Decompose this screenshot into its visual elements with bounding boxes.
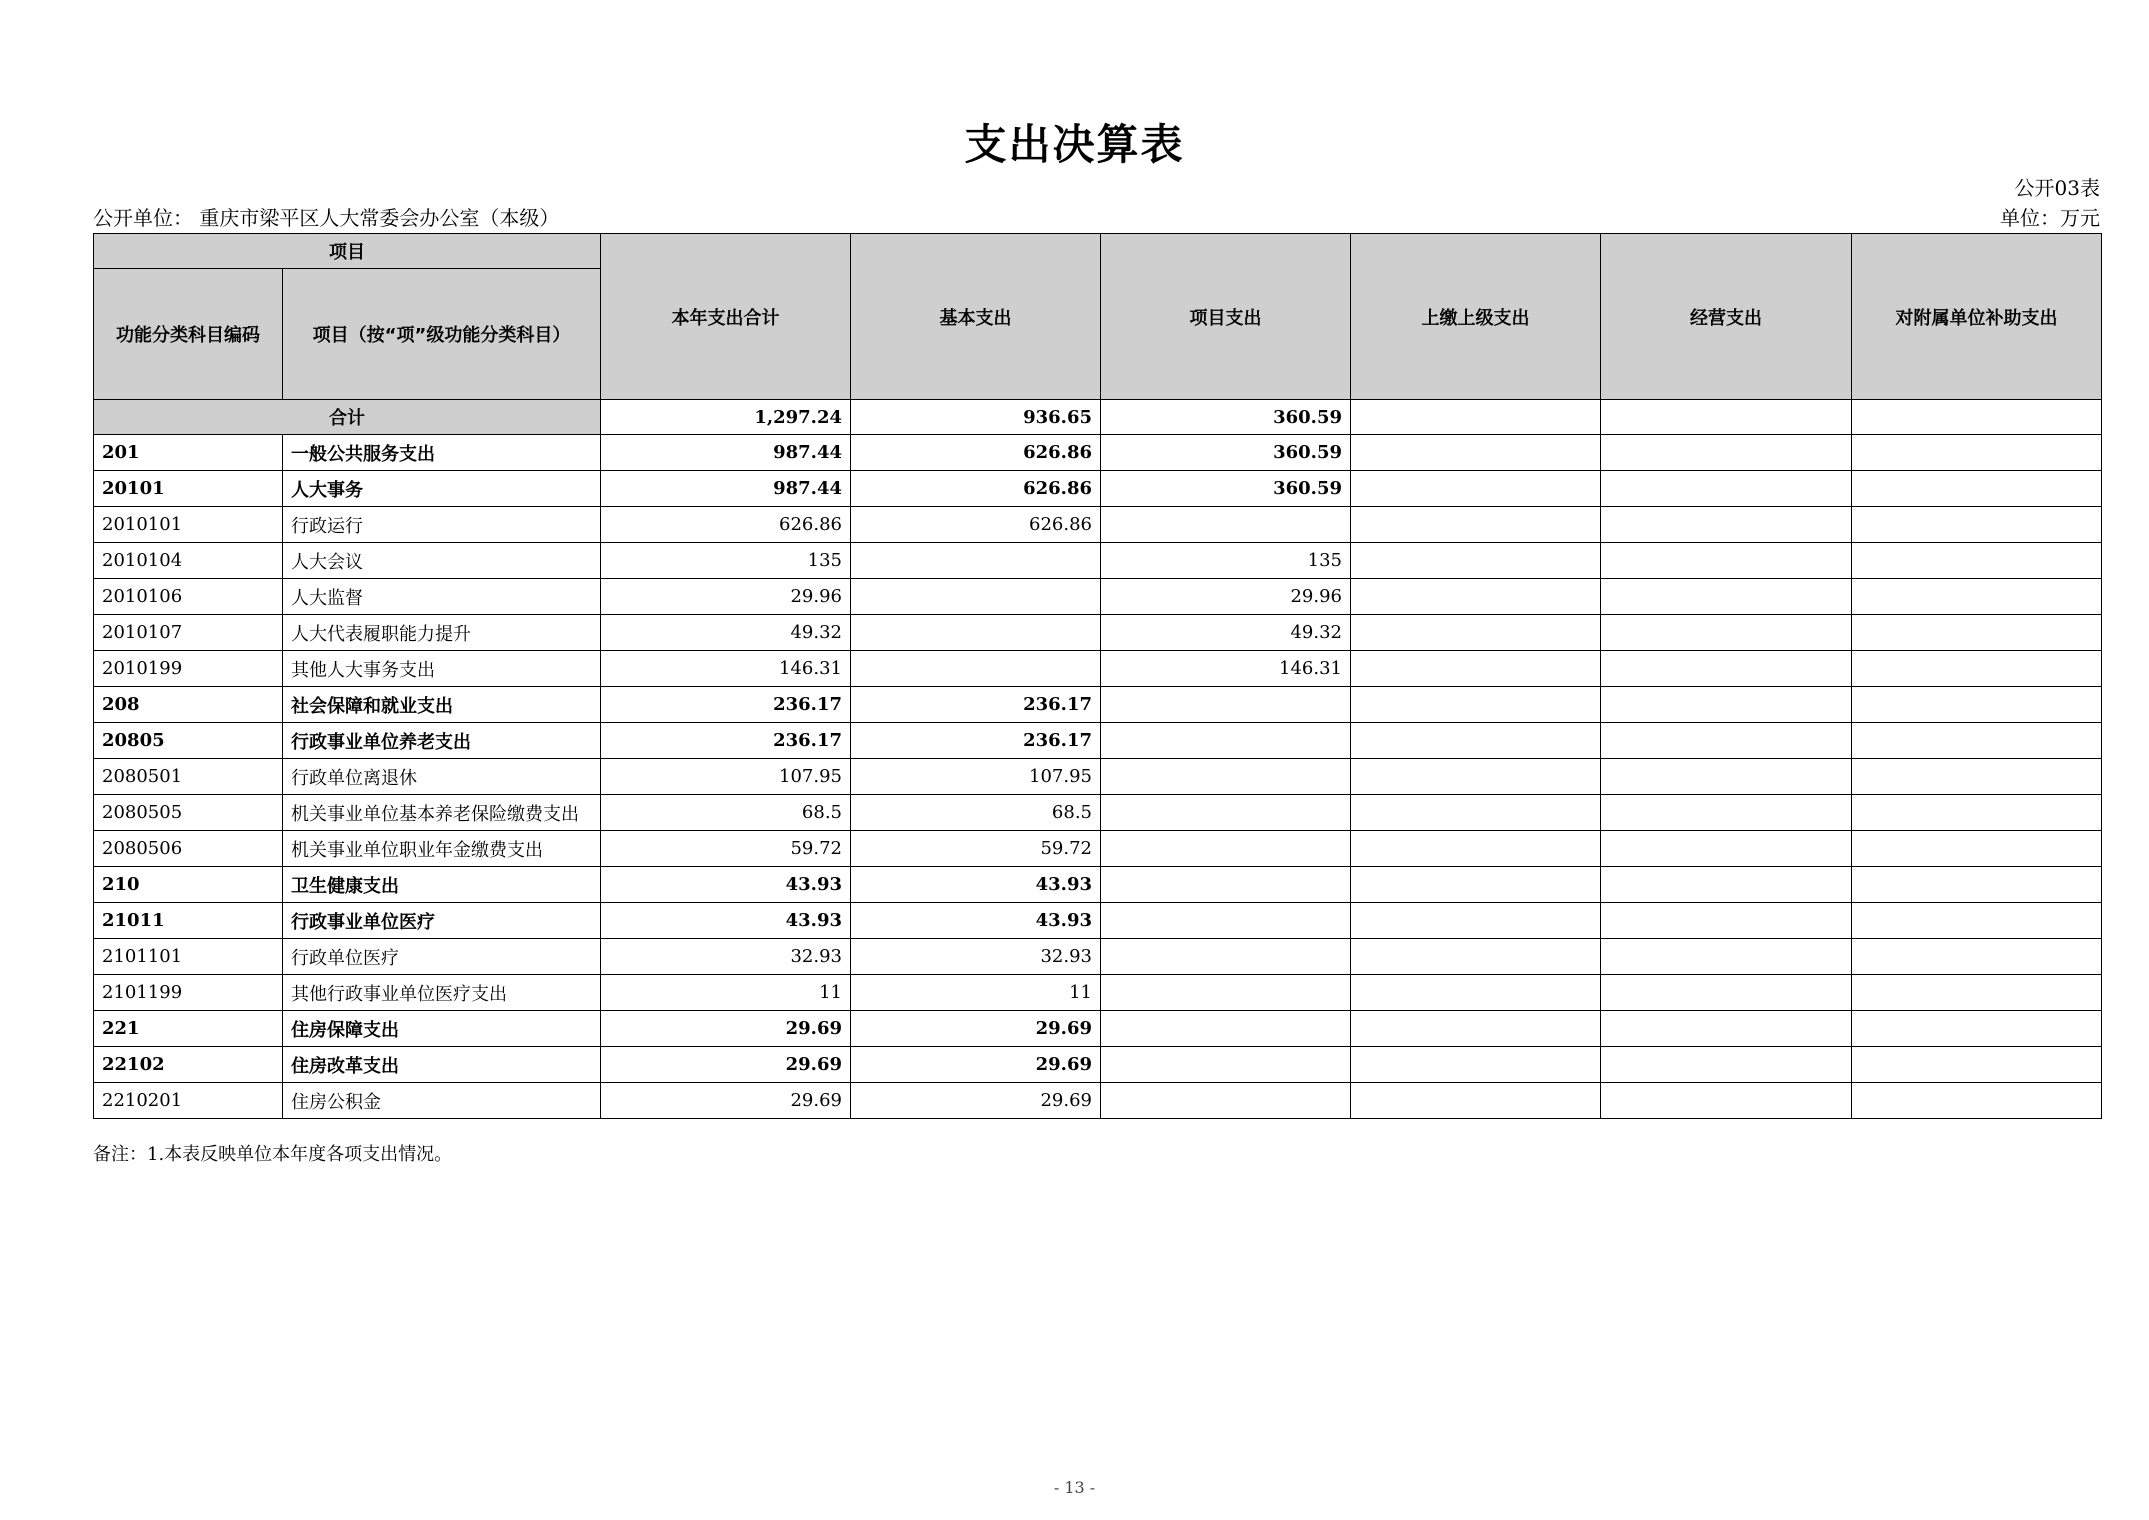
cell-code: 2010106 bbox=[94, 579, 283, 615]
cell-project bbox=[1101, 723, 1351, 759]
cell-code: 221 bbox=[94, 1011, 283, 1047]
cell-business bbox=[1601, 903, 1852, 939]
cell-subsidy bbox=[1852, 687, 2102, 723]
unit-line bbox=[93, 202, 2100, 230]
cell-basic: 59.72 bbox=[851, 831, 1101, 867]
cell-basic: 107.95 bbox=[851, 759, 1101, 795]
cell-subsidy bbox=[1852, 579, 2102, 615]
cell-subsidy bbox=[1852, 507, 2102, 543]
cell-upper bbox=[1351, 435, 1601, 471]
header-basic: 基本支出 bbox=[851, 234, 1101, 400]
cell-project bbox=[1101, 1083, 1351, 1119]
total-sum: 1,297.24 bbox=[601, 400, 851, 435]
cell-project bbox=[1101, 903, 1351, 939]
header-total: 本年支出合计 bbox=[601, 234, 851, 400]
cell-name: 一般公共服务支出 bbox=[283, 435, 601, 471]
cell-project bbox=[1101, 939, 1351, 975]
cell-basic: 68.5 bbox=[851, 795, 1101, 831]
header-business: 经营支出 bbox=[1601, 234, 1852, 400]
cell-subsidy bbox=[1852, 903, 2102, 939]
cell-basic: 236.17 bbox=[851, 687, 1101, 723]
cell-business bbox=[1601, 795, 1852, 831]
cell-upper bbox=[1351, 795, 1601, 831]
cell-business bbox=[1601, 543, 1852, 579]
cell-code: 208 bbox=[94, 687, 283, 723]
cell-name: 社会保障和就业支出 bbox=[283, 687, 601, 723]
cell-project bbox=[1101, 867, 1351, 903]
table-row bbox=[94, 543, 2102, 579]
cell-basic: 626.86 bbox=[851, 471, 1101, 507]
cell-upper bbox=[1351, 903, 1601, 939]
cell-name: 人大会议 bbox=[283, 543, 601, 579]
cell-upper bbox=[1351, 867, 1601, 903]
cell-upper bbox=[1351, 471, 1601, 507]
cell-subsidy bbox=[1852, 651, 2102, 687]
cell-code: 2010107 bbox=[94, 615, 283, 651]
table-row bbox=[94, 579, 2102, 615]
cell-total: 49.32 bbox=[601, 615, 851, 651]
total-basic: 936.65 bbox=[851, 400, 1101, 435]
cell-total: 29.96 bbox=[601, 579, 851, 615]
cell-code: 2010104 bbox=[94, 543, 283, 579]
cell-business bbox=[1601, 579, 1852, 615]
cell-business bbox=[1601, 1011, 1852, 1047]
cell-total: 43.93 bbox=[601, 903, 851, 939]
cell-subsidy bbox=[1852, 1011, 2102, 1047]
cell-name: 机关事业单位职业年金缴费支出 bbox=[283, 831, 601, 867]
cell-subsidy bbox=[1852, 795, 2102, 831]
cell-business bbox=[1601, 615, 1852, 651]
cell-total: 59.72 bbox=[601, 831, 851, 867]
cell-project bbox=[1101, 1047, 1351, 1083]
table-row bbox=[94, 687, 2102, 723]
cell-code: 2101101 bbox=[94, 939, 283, 975]
cell-subsidy bbox=[1852, 939, 2102, 975]
cell-project bbox=[1101, 759, 1351, 795]
cell-subsidy bbox=[1852, 1047, 2102, 1083]
cell-subsidy bbox=[1852, 759, 2102, 795]
cell-subsidy bbox=[1852, 867, 2102, 903]
page-number: - 13 - bbox=[1053, 1478, 1096, 1497]
cell-name: 住房改革支出 bbox=[283, 1047, 601, 1083]
cell-code: 20101 bbox=[94, 471, 283, 507]
cell-basic: 32.93 bbox=[851, 939, 1101, 975]
total-business bbox=[1601, 400, 1852, 435]
cell-business bbox=[1601, 507, 1852, 543]
cell-total: 29.69 bbox=[601, 1083, 851, 1119]
cell-upper bbox=[1351, 543, 1601, 579]
cell-total: 43.93 bbox=[601, 867, 851, 903]
cell-name: 住房保障支出 bbox=[283, 1011, 601, 1047]
table-row bbox=[94, 1047, 2102, 1083]
cell-upper bbox=[1351, 507, 1601, 543]
cell-name: 人大代表履职能力提升 bbox=[283, 615, 601, 651]
cell-total: 32.93 bbox=[601, 939, 851, 975]
cell-basic: 626.86 bbox=[851, 435, 1101, 471]
header-code: 功能分类科目编码 bbox=[94, 269, 283, 400]
cell-project: 360.59 bbox=[1101, 435, 1351, 471]
currency-unit: 单位：万元 bbox=[2000, 206, 2100, 230]
cell-basic: 29.69 bbox=[851, 1011, 1101, 1047]
cell-name: 行政单位医疗 bbox=[283, 939, 601, 975]
total-row bbox=[94, 400, 2102, 435]
cell-basic bbox=[851, 651, 1101, 687]
cell-business bbox=[1601, 867, 1852, 903]
cell-upper bbox=[1351, 759, 1601, 795]
cell-project: 29.96 bbox=[1101, 579, 1351, 615]
cell-subsidy bbox=[1852, 723, 2102, 759]
cell-upper bbox=[1351, 579, 1601, 615]
cell-basic: 43.93 bbox=[851, 867, 1101, 903]
total-subsidy bbox=[1852, 400, 2102, 435]
cell-code: 2080505 bbox=[94, 795, 283, 831]
table-row bbox=[94, 1011, 2102, 1047]
expenditure-table bbox=[93, 233, 2102, 1119]
cell-basic bbox=[851, 615, 1101, 651]
cell-code: 2101199 bbox=[94, 975, 283, 1011]
cell-business bbox=[1601, 759, 1852, 795]
header-subsidy: 对附属单位补助支出 bbox=[1852, 234, 2102, 400]
cell-project: 146.31 bbox=[1101, 651, 1351, 687]
cell-project: 49.32 bbox=[1101, 615, 1351, 651]
cell-business bbox=[1601, 651, 1852, 687]
total-label: 合计 bbox=[94, 400, 601, 435]
cell-name: 行政单位离退休 bbox=[283, 759, 601, 795]
table-row bbox=[94, 867, 2102, 903]
cell-upper bbox=[1351, 975, 1601, 1011]
cell-name: 住房公积金 bbox=[283, 1083, 601, 1119]
cell-code: 201 bbox=[94, 435, 283, 471]
header-project-expenditure: 项目支出 bbox=[1101, 234, 1351, 400]
table-row bbox=[94, 795, 2102, 831]
table-row bbox=[94, 723, 2102, 759]
cell-code: 2010199 bbox=[94, 651, 283, 687]
cell-upper bbox=[1351, 831, 1601, 867]
cell-upper bbox=[1351, 687, 1601, 723]
cell-total: 236.17 bbox=[601, 687, 851, 723]
table-row bbox=[94, 903, 2102, 939]
reporting-unit: 公开单位： 重庆市梁平区人大常委会办公室（本级） bbox=[93, 206, 560, 230]
cell-total: 68.5 bbox=[601, 795, 851, 831]
cell-upper bbox=[1351, 651, 1601, 687]
table-row bbox=[94, 939, 2102, 975]
cell-name: 其他人大事务支出 bbox=[283, 651, 601, 687]
cell-project bbox=[1101, 795, 1351, 831]
header-upper: 上缴上级支出 bbox=[1351, 234, 1601, 400]
cell-business bbox=[1601, 1047, 1852, 1083]
table-note: 备注：1.本表反映单位本年度各项支出情况。 bbox=[93, 1144, 453, 1165]
cell-code: 21011 bbox=[94, 903, 283, 939]
cell-total: 29.69 bbox=[601, 1011, 851, 1047]
cell-code: 2080501 bbox=[94, 759, 283, 795]
cell-upper bbox=[1351, 1047, 1601, 1083]
page-title: 支出决算表 bbox=[964, 120, 1185, 169]
cell-business bbox=[1601, 723, 1852, 759]
cell-subsidy bbox=[1852, 975, 2102, 1011]
cell-upper bbox=[1351, 723, 1601, 759]
table-row bbox=[94, 435, 2102, 471]
cell-name: 机关事业单位基本养老保险缴费支出 bbox=[283, 795, 601, 831]
cell-subsidy bbox=[1852, 615, 2102, 651]
cell-basic: 43.93 bbox=[851, 903, 1101, 939]
cell-basic: 626.86 bbox=[851, 507, 1101, 543]
cell-project bbox=[1101, 507, 1351, 543]
cell-subsidy bbox=[1852, 471, 2102, 507]
cell-code: 22102 bbox=[94, 1047, 283, 1083]
cell-subsidy bbox=[1852, 435, 2102, 471]
table-body bbox=[94, 435, 2102, 1119]
form-number: 公开03表 bbox=[2014, 176, 2100, 200]
table-row bbox=[94, 651, 2102, 687]
cell-subsidy bbox=[1852, 543, 2102, 579]
cell-name: 其他行政事业单位医疗支出 bbox=[283, 975, 601, 1011]
cell-code: 2210201 bbox=[94, 1083, 283, 1119]
cell-total: 11 bbox=[601, 975, 851, 1011]
cell-basic: 29.69 bbox=[851, 1083, 1101, 1119]
cell-basic bbox=[851, 543, 1101, 579]
header-project: 项目 bbox=[94, 234, 601, 269]
cell-name: 行政运行 bbox=[283, 507, 601, 543]
cell-total: 626.86 bbox=[601, 507, 851, 543]
table-row bbox=[94, 507, 2102, 543]
cell-code: 2010101 bbox=[94, 507, 283, 543]
cell-project: 135 bbox=[1101, 543, 1351, 579]
total-project: 360.59 bbox=[1101, 400, 1351, 435]
cell-subsidy bbox=[1852, 1083, 2102, 1119]
cell-code: 210 bbox=[94, 867, 283, 903]
cell-total: 29.69 bbox=[601, 1047, 851, 1083]
cell-business bbox=[1601, 687, 1852, 723]
cell-basic: 29.69 bbox=[851, 1047, 1101, 1083]
cell-upper bbox=[1351, 1083, 1601, 1119]
cell-basic bbox=[851, 579, 1101, 615]
cell-business bbox=[1601, 435, 1852, 471]
cell-project bbox=[1101, 1011, 1351, 1047]
table-row bbox=[94, 759, 2102, 795]
cell-business bbox=[1601, 1083, 1852, 1119]
cell-business bbox=[1601, 471, 1852, 507]
table-row bbox=[94, 615, 2102, 651]
cell-name: 卫生健康支出 bbox=[283, 867, 601, 903]
cell-project bbox=[1101, 831, 1351, 867]
table-row bbox=[94, 831, 2102, 867]
cell-total: 987.44 bbox=[601, 471, 851, 507]
cell-project bbox=[1101, 687, 1351, 723]
cell-subsidy bbox=[1852, 831, 2102, 867]
cell-code: 2080506 bbox=[94, 831, 283, 867]
cell-name: 行政事业单位养老支出 bbox=[283, 723, 601, 759]
cell-basic: 11 bbox=[851, 975, 1101, 1011]
cell-upper bbox=[1351, 615, 1601, 651]
cell-total: 236.17 bbox=[601, 723, 851, 759]
cell-code: 20805 bbox=[94, 723, 283, 759]
cell-upper bbox=[1351, 939, 1601, 975]
cell-name: 行政事业单位医疗 bbox=[283, 903, 601, 939]
cell-name: 人大事务 bbox=[283, 471, 601, 507]
cell-total: 135 bbox=[601, 543, 851, 579]
cell-name: 人大监督 bbox=[283, 579, 601, 615]
cell-total: 107.95 bbox=[601, 759, 851, 795]
header-name: 项目（按“项”级功能分类科目） bbox=[283, 269, 601, 400]
cell-business bbox=[1601, 975, 1852, 1011]
cell-project bbox=[1101, 975, 1351, 1011]
cell-project: 360.59 bbox=[1101, 471, 1351, 507]
cell-business bbox=[1601, 939, 1852, 975]
total-upper bbox=[1351, 400, 1601, 435]
table-row bbox=[94, 1083, 2102, 1119]
cell-basic: 236.17 bbox=[851, 723, 1101, 759]
cell-business bbox=[1601, 831, 1852, 867]
cell-upper bbox=[1351, 1011, 1601, 1047]
cell-total: 987.44 bbox=[601, 435, 851, 471]
table-row bbox=[94, 471, 2102, 507]
table-row bbox=[94, 975, 2102, 1011]
cell-total: 146.31 bbox=[601, 651, 851, 687]
